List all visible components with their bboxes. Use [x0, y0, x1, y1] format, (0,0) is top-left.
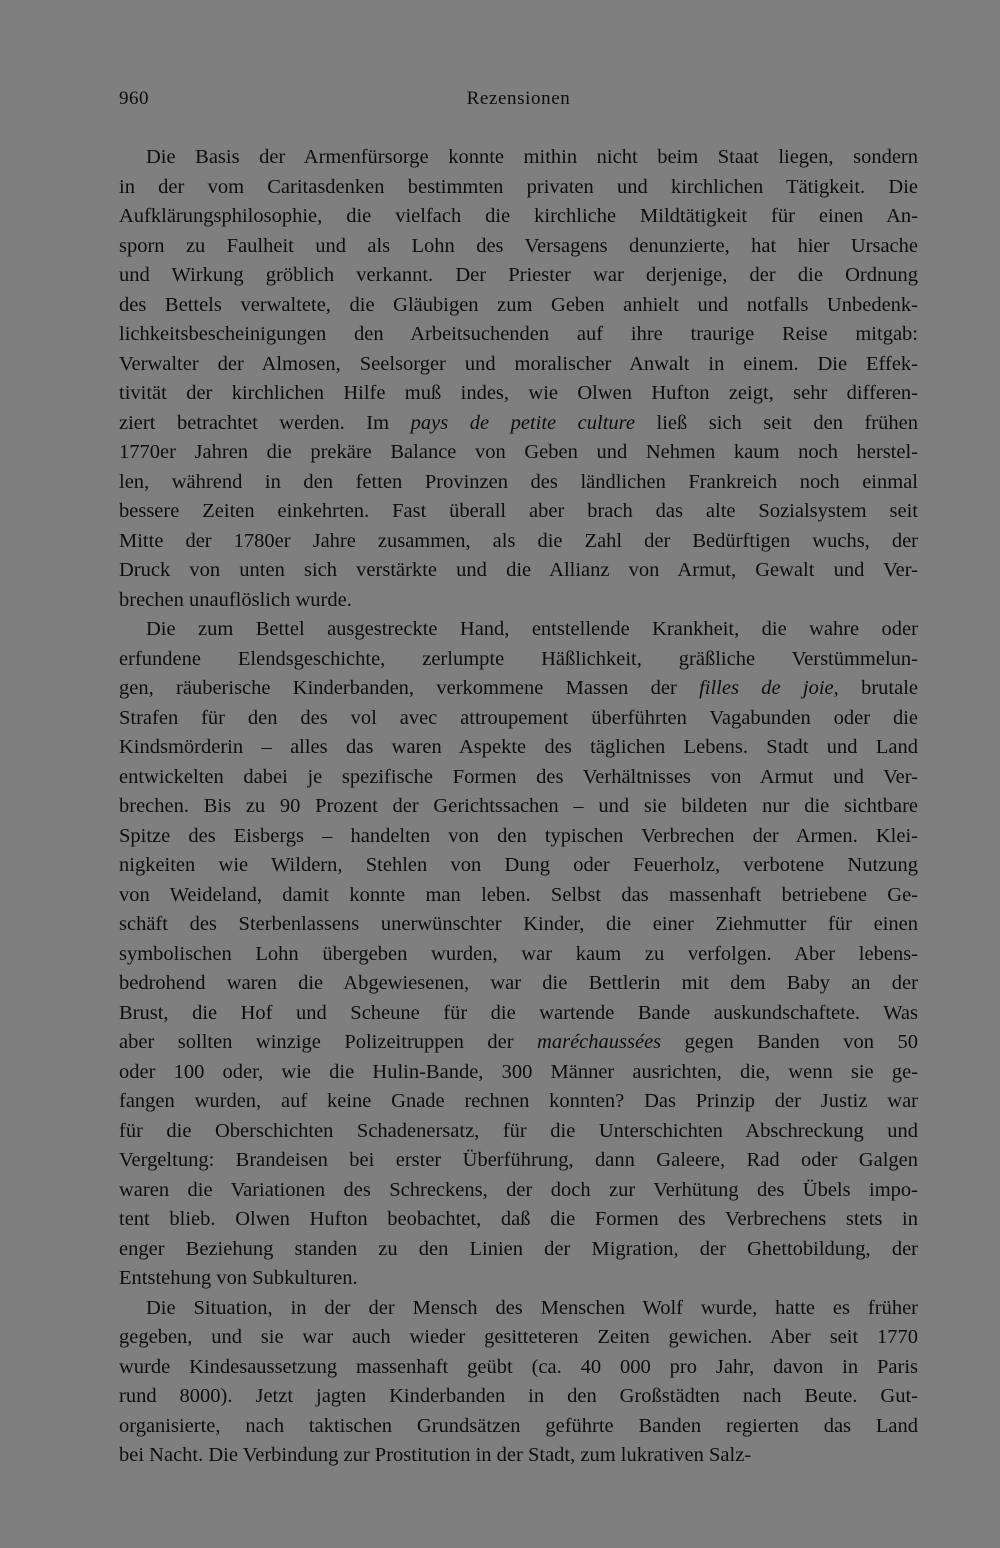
- text-line: in der vom Caritasdenken bestimmten privaten und kirchlichen Tätigkeit. Die: [119, 175, 918, 198]
- text-line: aber sollten winzige Polizeitruppen der maréchaussées gegen Banden von 50: [119, 1031, 918, 1053]
- text-line: fangen wurden, auf keine Gnade rechnen konnten? Das Prinzip der Justiz war: [119, 1090, 918, 1112]
- text-line: Die Basis der Armenfürsorge konnte mithin nicht beim Staat liegen, sondern: [146, 146, 918, 168]
- paragraph: [119, 143, 918, 615]
- text-line: und Wirkung gröblich verkannt. Der Priester war derjenige, der die Ordnung: [119, 264, 918, 286]
- text-line: entwickelten dabei je spezifische Formen des Verhältnisses von Armut und Ver-: [119, 765, 918, 788]
- text-line: waren die Variationen des Schreckens, der doch zur Verhütung des Übels impo-: [119, 1178, 918, 1201]
- text-line: bessere Zeiten einkehrten. Fast überall aber brach das alte Sozialsystem seit: [119, 500, 918, 522]
- text-line: Spitze des Eisbergs – handelten von den typischen Verbrechen der Armen. Klei-: [119, 824, 918, 847]
- text-line: brechen unauflöslich wurde.: [119, 588, 352, 611]
- text-line: organisierte, nach taktischen Grundsätzen geführte Banden regierten das Land: [119, 1414, 918, 1437]
- italic-phrase: maréchaussées: [537, 1031, 662, 1053]
- text-line: symbolischen Lohn übergeben wurden, war kaum zu verfolgen. Aber lebens-: [119, 942, 918, 965]
- text-line: len, während in den fetten Provinzen des ländlichen Frankreich noch einmal: [119, 470, 918, 493]
- text-line: Brust, die Hof und Scheune für die wartende Bande auskundschaftete. Was: [119, 1001, 918, 1024]
- text-line: lichkeitsbescheinigungen den Arbeitsuchenden auf ihre traurige Reise mitgab:: [119, 323, 918, 345]
- text-line: Vergeltung: Brandeisen bei erster Überführung, dann Galeere, Rad oder Galgen: [119, 1149, 918, 1171]
- italic-phrase: pays de petite culture: [410, 411, 635, 434]
- text-line: erfundene Elendsgeschichte, zerlumpte Häßlichkeit, gräßliche Verstümmelun-: [119, 647, 918, 670]
- text-line: wurde Kindesaussetzung massenhaft geübt (ca. 40 000 pro Jahr, davon in Paris: [119, 1355, 918, 1378]
- body-text: [119, 143, 918, 1471]
- text-line: Aufklärungsphilosophie, die vielfach die kirchliche Mildtätigkeit für einen An-: [119, 205, 918, 227]
- text-line: Strafen für den des vol avec attroupement überführten Vagabunden oder die: [119, 706, 918, 729]
- text-line: des Bettels verwaltete, die Gläubigen zum Geben anhielt und notfalls Unbedenk-: [119, 293, 918, 316]
- text-line: ziert betrachtet werden. Im pays de petite culture ließ sich seit den frühen: [119, 411, 918, 434]
- text-line: oder 100 oder, wie die Hulin-Bande, 300 Männer ausrichten, die, wenn sie ge-: [119, 1060, 918, 1083]
- text-line: Die Situation, in der der Mensch des Menschen Wolf wurde, hatte es früher: [146, 1296, 918, 1319]
- text-line: gen, räuberische Kinderbanden, verkommene Massen der filles de joie, brutale: [119, 677, 919, 699]
- text-line: 1770er Jahren die prekäre Balance von Geben und Nehmen kaum noch herstel-: [119, 441, 918, 463]
- running-head: Rezensionen: [466, 88, 571, 109]
- text-line: von Weideland, damit konnte man leben. Selbst das massenhaft betriebene Ge-: [119, 883, 918, 906]
- text-line: tent blieb. Olwen Hufton beobachtet, daß die Formen des Verbrechens stets in: [119, 1208, 918, 1230]
- italic-phrase: filles de joie: [699, 677, 834, 699]
- text-line: Mitte der 1780er Jahre zusammen, als die Zahl der Bedürftigen wuchs, der: [119, 529, 918, 552]
- text-line: gegeben, und sie war auch wieder gesitteteren Zeiten gewichen. Aber seit 1770: [119, 1326, 918, 1348]
- text-line: Verwalter der Almosen, Seelsorger und moralischer Anwalt in einem. Die Effek-: [119, 352, 918, 375]
- paragraph: [119, 615, 918, 1294]
- text-line: rund 8000). Jetzt jagten Kinderbanden in den Großstädten nach Beute. Gut-: [119, 1385, 918, 1407]
- text-line: Druck von unten sich verstärkte und die Allianz von Armut, Gewalt und Ver-: [119, 559, 918, 581]
- text-line: nigkeiten wie Wildern, Stehlen von Dung oder Feuerholz, verbotene Nutzung: [119, 854, 918, 876]
- text-line: brechen. Bis zu 90 Prozent der Gerichtssachen – und sie bildeten nur die sichtbare: [119, 795, 918, 817]
- page-number: 960: [119, 88, 149, 109]
- text-line: Entstehung von Subkulturen.: [119, 1267, 358, 1289]
- text-line: enger Beziehung standen zu den Linien der Migration, der Ghettobildung, der: [119, 1237, 918, 1260]
- paragraph: [119, 1294, 918, 1471]
- text-line: bedrohend waren die Abgewiesenen, war die Bettlerin mit dem Baby an der: [119, 972, 918, 994]
- text-line: für die Oberschichten Schadenersatz, für die Unterschichten Abschreckung und: [119, 1119, 918, 1142]
- text-line: bei Nacht. Die Verbindung zur Prostitution in der Stadt, zum lukrativen Salz-: [119, 1444, 752, 1466]
- text-line: Kindsmörderin – alles das waren Aspekte des täglichen Lebens. Stadt und Land: [119, 736, 918, 758]
- text-line: Die zum Bettel ausgestreckte Hand, entstellende Krankheit, die wahre oder: [146, 618, 918, 640]
- page-header: [119, 88, 918, 118]
- text-line: sporn zu Faulheit und als Lohn des Versagens denunzierte, hat hier Ursache: [119, 234, 918, 257]
- text-line: schäft des Sterbenlassens unerwünschter Kinder, die einer Ziehmutter für einen: [119, 913, 918, 935]
- text-line: tivität der kirchlichen Hilfe muß indes, wie Olwen Hufton zeigt, sehr differen-: [119, 382, 918, 404]
